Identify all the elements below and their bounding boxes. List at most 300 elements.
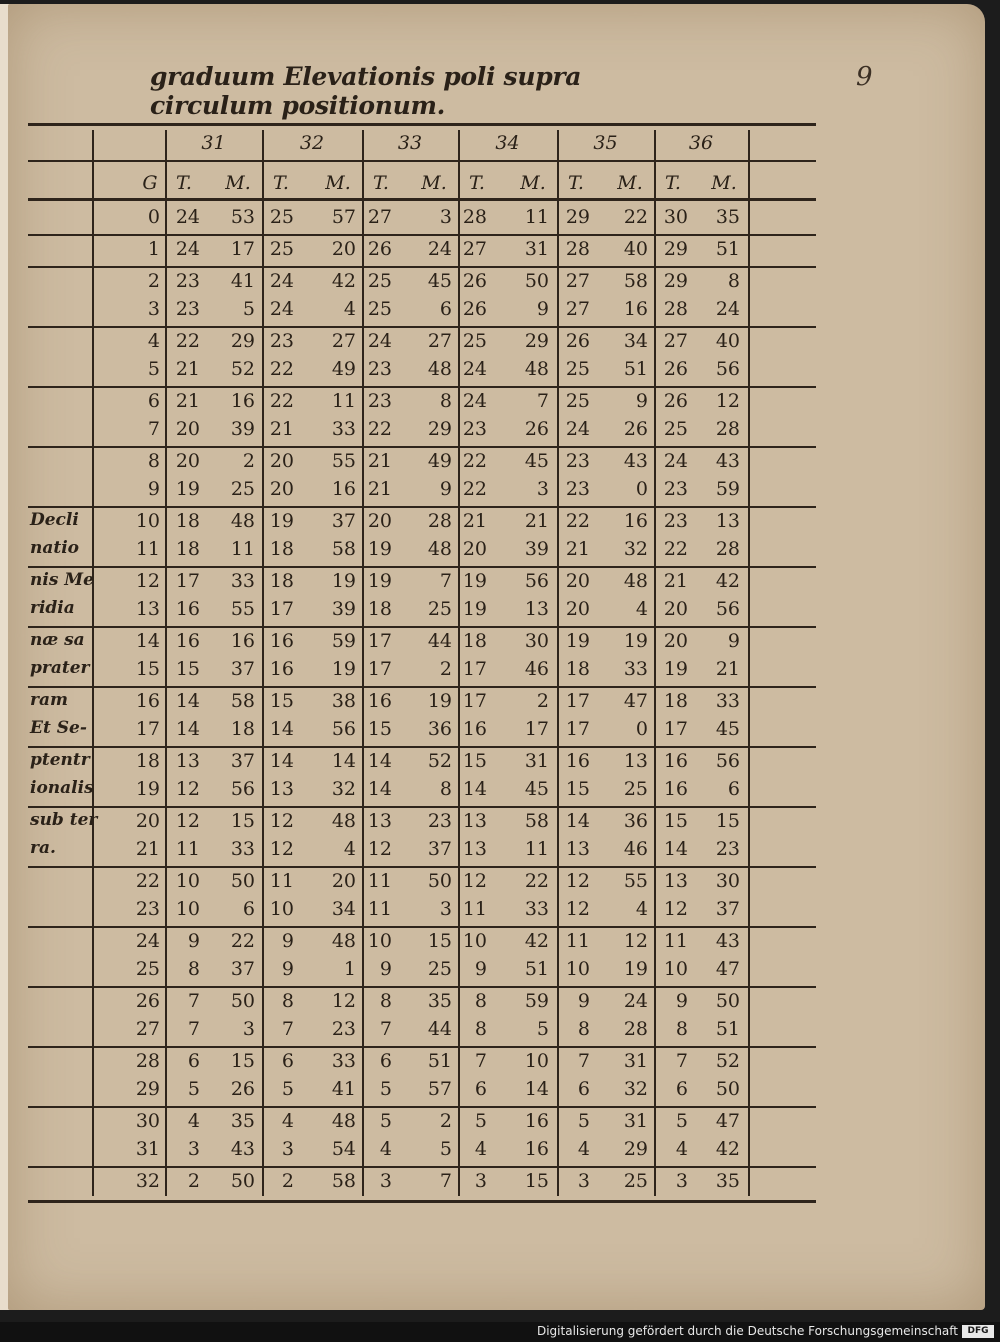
minute-cell: 41 <box>331 1078 356 1100</box>
minute-cell: 40 <box>623 238 648 260</box>
minute-cell: 5 <box>242 298 255 320</box>
hour-cell: 3 <box>281 1138 294 1160</box>
column-group-header: 36 <box>688 132 714 154</box>
group-rule <box>28 746 816 748</box>
sub-header-t: T. <box>568 172 584 194</box>
minute-cell: 48 <box>331 810 356 832</box>
minute-cell: 17 <box>524 718 549 740</box>
hour-cell: 20 <box>269 450 294 472</box>
minute-cell: 59 <box>715 478 740 500</box>
hour-cell: 8 <box>474 1018 487 1040</box>
minute-cell: 50 <box>427 870 452 892</box>
hour-cell: 21 <box>367 450 392 472</box>
hour-cell: 11 <box>269 870 294 892</box>
hour-cell: 9 <box>281 958 294 980</box>
hour-cell: 11 <box>663 930 688 952</box>
hour-cell: 23 <box>565 450 590 472</box>
hour-cell: 14 <box>663 838 688 860</box>
side-label-line: ridia <box>30 598 75 618</box>
side-label-line: sub ter <box>30 810 98 830</box>
hour-cell: 3 <box>474 1170 487 1192</box>
minute-cell: 25 <box>427 598 452 620</box>
minute-cell: 48 <box>427 538 452 560</box>
minute-cell: 12 <box>715 390 740 412</box>
minute-cell: 35 <box>427 990 452 1012</box>
hour-cell: 18 <box>663 690 688 712</box>
hour-cell: 21 <box>663 570 688 592</box>
hour-cell: 16 <box>462 718 487 740</box>
minute-cell: 39 <box>331 598 356 620</box>
hour-cell: 7 <box>577 1050 590 1072</box>
minute-cell: 45 <box>524 778 549 800</box>
hour-cell: 17 <box>663 718 688 740</box>
minute-cell: 2 <box>439 658 452 680</box>
column-group-header: 33 <box>397 132 423 154</box>
dfg-logo: DFG <box>962 1325 994 1338</box>
side-label-line: nis Me <box>30 570 94 590</box>
minute-cell: 33 <box>230 838 255 860</box>
hour-cell: 24 <box>175 238 200 260</box>
hour-cell: 4 <box>281 1110 294 1132</box>
sub-header-t: T. <box>665 172 681 194</box>
hour-cell: 16 <box>663 778 688 800</box>
hour-cell: 3 <box>379 1170 392 1192</box>
minute-cell: 55 <box>623 870 648 892</box>
hour-cell: 10 <box>367 930 392 952</box>
group-rule <box>28 1166 816 1168</box>
minute-cell: 32 <box>623 1078 648 1100</box>
minute-cell: 3 <box>439 206 452 228</box>
minute-cell: 33 <box>524 898 549 920</box>
minute-cell: 48 <box>524 358 549 380</box>
hour-cell: 21 <box>367 478 392 500</box>
side-label-line: natio <box>30 538 80 558</box>
minute-cell: 36 <box>427 718 452 740</box>
hour-cell: 24 <box>565 418 590 440</box>
minute-cell: 3 <box>439 898 452 920</box>
minute-cell: 37 <box>230 958 255 980</box>
side-label-line: Et Se- <box>30 718 87 738</box>
minute-cell: 59 <box>524 990 549 1012</box>
hour-cell: 11 <box>175 838 200 860</box>
minute-cell: 56 <box>524 570 549 592</box>
minute-cell: 9 <box>727 630 740 652</box>
group-rule <box>28 266 816 268</box>
minute-cell: 32 <box>623 538 648 560</box>
hour-cell: 23 <box>175 298 200 320</box>
hour-cell: 5 <box>187 1078 200 1100</box>
hour-cell: 23 <box>367 390 392 412</box>
minute-cell: 54 <box>331 1138 356 1160</box>
hour-cell: 9 <box>577 990 590 1012</box>
hour-cell: 8 <box>474 990 487 1012</box>
hour-cell: 20 <box>175 418 200 440</box>
degree-cell: 16 <box>135 690 160 712</box>
minute-cell: 37 <box>715 898 740 920</box>
minute-cell: 29 <box>230 330 255 352</box>
hour-cell: 22 <box>462 450 487 472</box>
minute-cell: 49 <box>331 358 356 380</box>
minute-cell: 46 <box>623 838 648 860</box>
degree-cell: 3 <box>147 298 160 320</box>
hour-cell: 13 <box>175 750 200 772</box>
hour-cell: 22 <box>462 478 487 500</box>
hour-cell: 19 <box>175 478 200 500</box>
minute-cell: 57 <box>331 206 356 228</box>
minute-cell: 16 <box>331 478 356 500</box>
minute-cell: 37 <box>331 510 356 532</box>
hour-cell: 17 <box>462 658 487 680</box>
degree-cell: 10 <box>135 510 160 532</box>
hour-cell: 20 <box>462 538 487 560</box>
minute-cell: 15 <box>230 810 255 832</box>
hour-cell: 15 <box>565 778 590 800</box>
hour-cell: 17 <box>565 690 590 712</box>
minute-cell: 19 <box>427 690 452 712</box>
hour-cell: 10 <box>663 958 688 980</box>
degree-cell: 0 <box>147 206 160 228</box>
minute-cell: 24 <box>623 990 648 1012</box>
degree-cell: 32 <box>135 1170 160 1192</box>
minute-cell: 46 <box>524 658 549 680</box>
hour-cell: 10 <box>565 958 590 980</box>
hour-cell: 27 <box>462 238 487 260</box>
column-group-header: 35 <box>593 132 618 154</box>
hour-cell: 16 <box>175 598 200 620</box>
minute-cell: 36 <box>623 810 648 832</box>
minute-cell: 4 <box>635 898 648 920</box>
minute-cell: 19 <box>331 570 356 592</box>
hour-cell: 7 <box>187 1018 200 1040</box>
minute-cell: 53 <box>230 206 255 228</box>
hour-cell: 16 <box>565 750 590 772</box>
minute-cell: 25 <box>623 1170 648 1192</box>
minute-cell: 42 <box>524 930 549 952</box>
hour-cell: 23 <box>269 330 294 352</box>
minute-cell: 9 <box>635 390 648 412</box>
minute-cell: 45 <box>715 718 740 740</box>
degree-cell: 17 <box>135 718 160 740</box>
minute-cell: 21 <box>524 510 549 532</box>
minute-cell: 29 <box>427 418 452 440</box>
column-divider <box>92 130 94 1196</box>
hour-cell: 2 <box>187 1170 200 1192</box>
hour-cell: 8 <box>187 958 200 980</box>
group-rule <box>28 234 816 236</box>
minute-cell: 23 <box>715 838 740 860</box>
minute-cell: 28 <box>427 510 452 532</box>
hour-cell: 23 <box>565 478 590 500</box>
minute-cell: 43 <box>715 930 740 952</box>
hour-cell: 7 <box>675 1050 688 1072</box>
sub-header-m: M. <box>225 172 251 194</box>
degree-cell: 21 <box>135 838 160 860</box>
minute-cell: 16 <box>230 630 255 652</box>
hour-cell: 24 <box>269 270 294 292</box>
column-group-header: 31 <box>201 132 226 154</box>
group-rule <box>28 446 816 448</box>
hour-cell: 18 <box>175 538 200 560</box>
minute-cell: 4 <box>343 838 356 860</box>
group-rule <box>28 1046 816 1048</box>
minute-cell: 19 <box>623 958 648 980</box>
degree-cell: 29 <box>135 1078 160 1100</box>
minute-cell: 59 <box>331 630 356 652</box>
sub-header-t: T. <box>373 172 389 194</box>
hour-cell: 12 <box>565 870 590 892</box>
hour-cell: 19 <box>462 570 487 592</box>
hour-cell: 19 <box>367 570 392 592</box>
minute-cell: 48 <box>230 510 255 532</box>
header-rule <box>28 160 816 162</box>
degree-cell: 7 <box>147 418 160 440</box>
minute-cell: 50 <box>230 990 255 1012</box>
minute-cell: 55 <box>331 450 356 472</box>
hour-cell: 25 <box>565 358 590 380</box>
sub-header-m: M. <box>325 172 351 194</box>
minute-cell: 56 <box>230 778 255 800</box>
hour-cell: 16 <box>367 690 392 712</box>
hour-cell: 19 <box>663 658 688 680</box>
hour-cell: 19 <box>462 598 487 620</box>
hour-cell: 14 <box>269 718 294 740</box>
minute-cell: 21 <box>715 658 740 680</box>
hour-cell: 7 <box>379 1018 392 1040</box>
hour-cell: 8 <box>379 990 392 1012</box>
minute-cell: 43 <box>230 1138 255 1160</box>
group-rule <box>28 986 816 988</box>
hour-cell: 30 <box>663 206 688 228</box>
side-label-line: prater <box>30 658 90 678</box>
minute-cell: 2 <box>242 450 255 472</box>
minute-cell: 12 <box>623 930 648 952</box>
minute-cell: 11 <box>331 390 356 412</box>
minute-cell: 13 <box>524 598 549 620</box>
hour-cell: 16 <box>269 630 294 652</box>
hour-cell: 20 <box>565 598 590 620</box>
side-label-line: ram <box>30 690 68 710</box>
hour-cell: 20 <box>663 598 688 620</box>
hour-cell: 19 <box>367 538 392 560</box>
side-label-line: ionalis <box>30 778 94 798</box>
minute-cell: 44 <box>427 630 452 652</box>
hour-cell: 18 <box>367 598 392 620</box>
minute-cell: 33 <box>331 418 356 440</box>
hour-cell: 25 <box>462 330 487 352</box>
sub-header-m: M. <box>617 172 643 194</box>
minute-cell: 5 <box>536 1018 549 1040</box>
hour-cell: 23 <box>462 418 487 440</box>
minute-cell: 2 <box>536 690 549 712</box>
hour-cell: 14 <box>367 778 392 800</box>
hour-cell: 20 <box>175 450 200 472</box>
minute-cell: 26 <box>230 1078 255 1100</box>
hour-cell: 14 <box>175 718 200 740</box>
hour-cell: 7 <box>187 990 200 1012</box>
hour-cell: 20 <box>269 478 294 500</box>
hour-cell: 7 <box>281 1018 294 1040</box>
hour-cell: 8 <box>675 1018 688 1040</box>
hour-cell: 9 <box>187 930 200 952</box>
hour-cell: 4 <box>187 1110 200 1132</box>
minute-cell: 13 <box>715 510 740 532</box>
hour-cell: 22 <box>565 510 590 532</box>
hour-cell: 12 <box>663 898 688 920</box>
minute-cell: 45 <box>524 450 549 472</box>
minute-cell: 33 <box>331 1050 356 1072</box>
minute-cell: 8 <box>439 778 452 800</box>
hour-cell: 11 <box>367 898 392 920</box>
hour-cell: 27 <box>565 270 590 292</box>
minute-cell: 25 <box>427 958 452 980</box>
degree-cell: 4 <box>147 330 160 352</box>
hour-cell: 29 <box>565 206 590 228</box>
minute-cell: 19 <box>331 658 356 680</box>
minute-cell: 42 <box>715 1138 740 1160</box>
minute-cell: 50 <box>715 990 740 1012</box>
hour-cell: 4 <box>379 1138 392 1160</box>
minute-cell: 26 <box>623 418 648 440</box>
hour-cell: 26 <box>462 298 487 320</box>
hour-cell: 15 <box>269 690 294 712</box>
sub-header-t: T. <box>469 172 485 194</box>
minute-cell: 52 <box>427 750 452 772</box>
side-label-line: ptentr <box>30 750 90 770</box>
minute-cell: 50 <box>230 870 255 892</box>
hour-cell: 3 <box>675 1170 688 1192</box>
hour-cell: 20 <box>663 630 688 652</box>
hour-cell: 15 <box>663 810 688 832</box>
hour-cell: 6 <box>474 1078 487 1100</box>
minute-cell: 35 <box>715 1170 740 1192</box>
hour-cell: 17 <box>175 570 200 592</box>
hour-cell: 25 <box>269 238 294 260</box>
hour-cell: 26 <box>367 238 392 260</box>
minute-cell: 50 <box>230 1170 255 1192</box>
minute-cell: 28 <box>623 1018 648 1040</box>
minute-cell: 35 <box>230 1110 255 1132</box>
minute-cell: 6 <box>727 778 740 800</box>
hour-cell: 4 <box>577 1138 590 1160</box>
minute-cell: 19 <box>623 630 648 652</box>
hour-cell: 6 <box>281 1050 294 1072</box>
minute-cell: 4 <box>635 598 648 620</box>
minute-cell: 16 <box>623 510 648 532</box>
hour-cell: 6 <box>577 1078 590 1100</box>
hour-cell: 21 <box>462 510 487 532</box>
minute-cell: 56 <box>715 358 740 380</box>
hour-cell: 19 <box>565 630 590 652</box>
group-rule <box>28 866 816 868</box>
minute-cell: 18 <box>230 718 255 740</box>
group-rule <box>28 506 816 508</box>
hour-cell: 12 <box>269 810 294 832</box>
hour-cell: 27 <box>663 330 688 352</box>
column-group-header: 34 <box>495 132 520 154</box>
hour-cell: 13 <box>462 810 487 832</box>
degree-cell: 30 <box>135 1110 160 1132</box>
minute-cell: 58 <box>524 810 549 832</box>
degree-cell: 25 <box>135 958 160 980</box>
hour-cell: 20 <box>565 570 590 592</box>
group-rule <box>28 626 816 628</box>
minute-cell: 22 <box>623 206 648 228</box>
hour-cell: 11 <box>565 930 590 952</box>
minute-cell: 31 <box>524 238 549 260</box>
minute-cell: 58 <box>623 270 648 292</box>
minute-cell: 1 <box>343 958 356 980</box>
hour-cell: 13 <box>367 810 392 832</box>
degree-cell: 19 <box>135 778 160 800</box>
hour-cell: 18 <box>462 630 487 652</box>
hour-cell: 4 <box>675 1138 688 1160</box>
hour-cell: 5 <box>281 1078 294 1100</box>
minute-cell: 20 <box>331 870 356 892</box>
minute-cell: 42 <box>331 270 356 292</box>
minute-cell: 16 <box>524 1138 549 1160</box>
minute-cell: 34 <box>331 898 356 920</box>
hour-cell: 7 <box>474 1050 487 1072</box>
minute-cell: 29 <box>623 1138 648 1160</box>
minute-cell: 51 <box>623 358 648 380</box>
degree-cell: 27 <box>135 1018 160 1040</box>
hour-cell: 4 <box>474 1138 487 1160</box>
hour-cell: 25 <box>565 390 590 412</box>
minute-cell: 16 <box>623 298 648 320</box>
hour-cell: 29 <box>663 238 688 260</box>
hour-cell: 21 <box>175 358 200 380</box>
hour-cell: 9 <box>379 958 392 980</box>
hour-cell: 13 <box>663 870 688 892</box>
group-rule <box>28 326 816 328</box>
minute-cell: 2 <box>439 1110 452 1132</box>
hour-cell: 28 <box>663 298 688 320</box>
hour-cell: 26 <box>663 358 688 380</box>
hour-cell: 22 <box>269 390 294 412</box>
minute-cell: 37 <box>427 838 452 860</box>
minute-cell: 39 <box>230 418 255 440</box>
minute-cell: 15 <box>427 930 452 952</box>
degree-header: G <box>142 172 158 194</box>
minute-cell: 58 <box>331 1170 356 1192</box>
group-rule <box>28 386 816 388</box>
hour-cell: 12 <box>175 810 200 832</box>
hour-cell: 28 <box>462 206 487 228</box>
hour-cell: 17 <box>367 658 392 680</box>
hour-cell: 24 <box>367 330 392 352</box>
minute-cell: 24 <box>427 238 452 260</box>
minute-cell: 56 <box>331 718 356 740</box>
top-rule <box>28 123 816 126</box>
hour-cell: 24 <box>269 298 294 320</box>
minute-cell: 30 <box>715 870 740 892</box>
minute-cell: 16 <box>524 1110 549 1132</box>
minute-cell: 27 <box>331 330 356 352</box>
minute-cell: 14 <box>331 750 356 772</box>
minute-cell: 48 <box>331 930 356 952</box>
sub-header-t: T. <box>176 172 192 194</box>
minute-cell: 52 <box>230 358 255 380</box>
hour-cell: 13 <box>269 778 294 800</box>
page-header: graduum Elevationis poli supra circulum positionum. <box>150 62 582 120</box>
minute-cell: 29 <box>524 330 549 352</box>
minute-cell: 55 <box>230 598 255 620</box>
degree-cell: 11 <box>135 538 160 560</box>
hour-cell: 14 <box>367 750 392 772</box>
hour-cell: 27 <box>565 298 590 320</box>
hour-cell: 23 <box>663 478 688 500</box>
minute-cell: 43 <box>715 450 740 472</box>
